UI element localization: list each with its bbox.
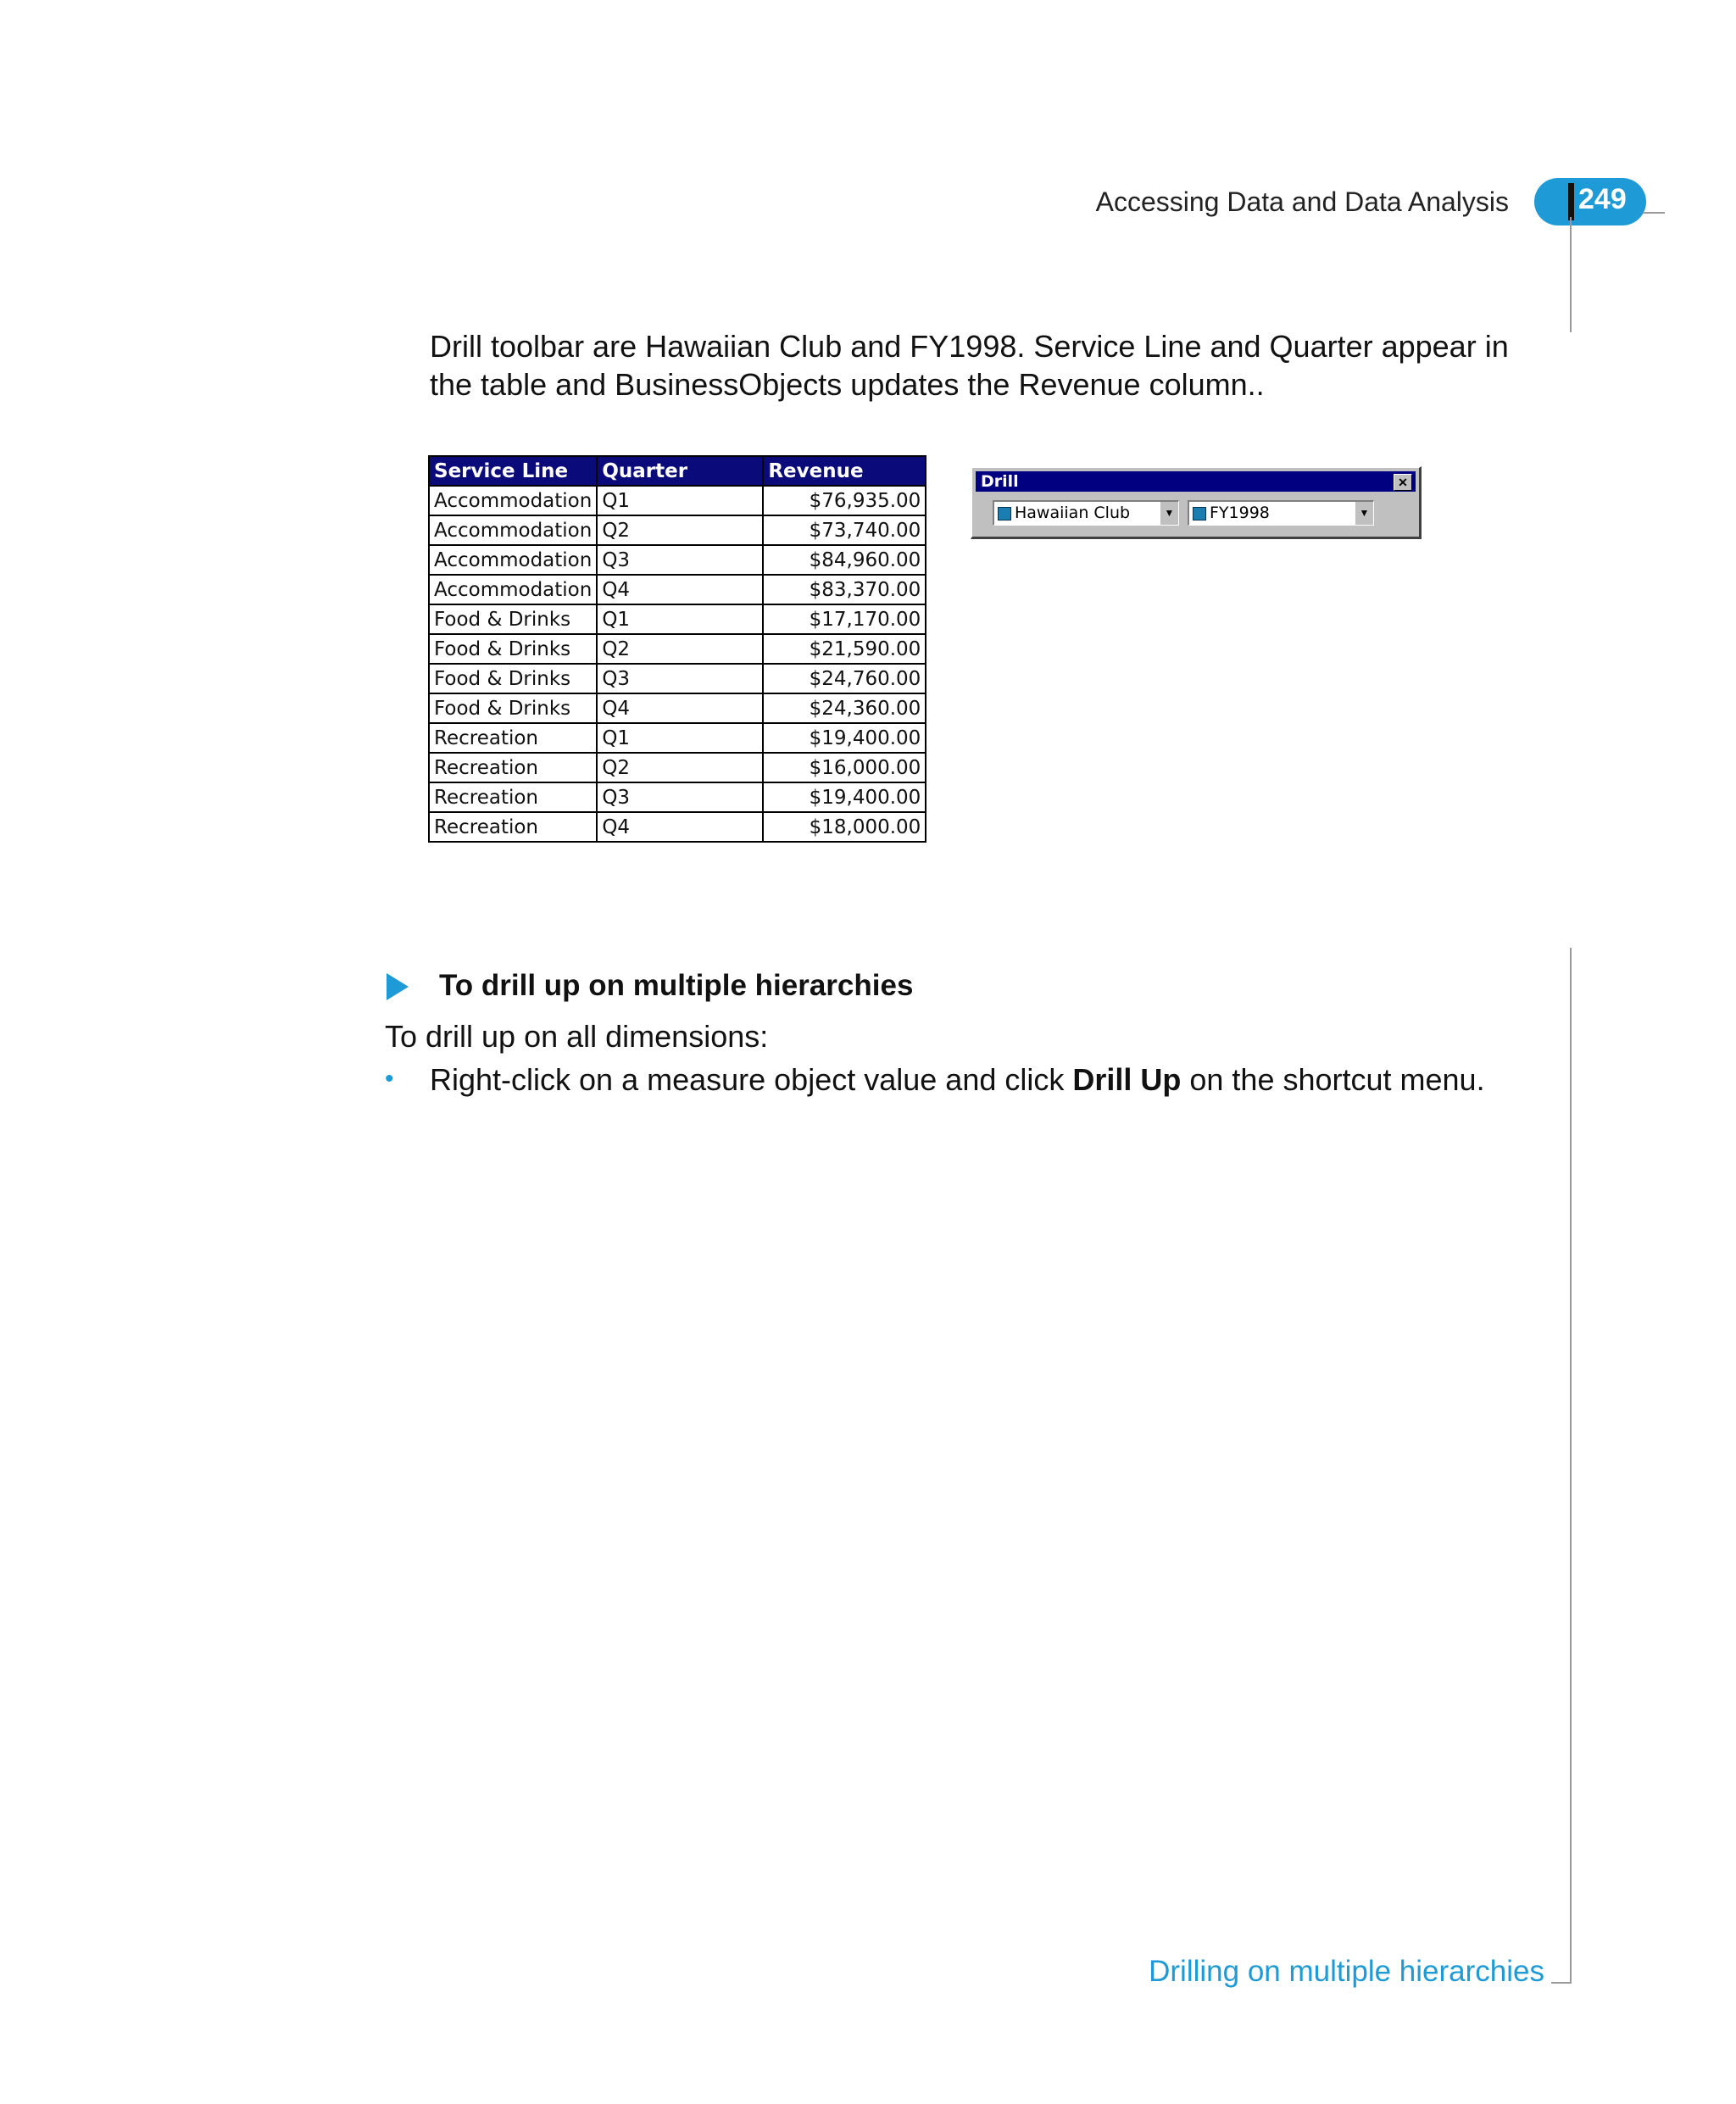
service-line-cell: Recreation xyxy=(429,753,597,782)
cube-icon xyxy=(1193,507,1206,520)
service-line-cell: Accommodation xyxy=(429,486,597,515)
revenue-cell: $16,000.00 xyxy=(763,753,926,782)
service-line-cell: Accommodation xyxy=(429,575,597,604)
service-line-cell: Recreation xyxy=(429,723,597,753)
service-line-cell: Accommodation xyxy=(429,515,597,545)
page-number-badge xyxy=(1534,178,1646,225)
drill-combo-fy1998[interactable] xyxy=(1188,500,1374,526)
margin-rule-bottom xyxy=(1570,948,1572,1984)
combo-value: FY1998 xyxy=(1210,504,1270,522)
step-command-drill-up: Drill Up xyxy=(1072,1062,1182,1097)
step-text-end: on the shortcut menu. xyxy=(1181,1062,1485,1097)
table-row xyxy=(429,782,926,812)
table-row xyxy=(429,723,926,753)
procedure-heading: To drill up on multiple hierarchies xyxy=(439,969,914,1002)
table-row xyxy=(429,664,926,693)
revenue-cell: $83,370.00 xyxy=(763,575,926,604)
intro-paragraph: Drill toolbar are Hawaiian Club and FY1998. Service Line and Quarter appear in the table and BusinessObjects updates the Revenue column.. xyxy=(430,329,1509,402)
table-row xyxy=(429,486,926,515)
revenue-cell: $18,000.00 xyxy=(763,812,926,842)
service-line-cell: Food & Drinks xyxy=(429,634,597,664)
quarter-cell: Q3 xyxy=(597,664,763,693)
service-line-cell: Food & Drinks xyxy=(429,693,597,723)
quarter-cell: Q2 xyxy=(597,515,763,545)
revenue-cell: $19,400.00 xyxy=(763,723,926,753)
service-line-cell: Recreation xyxy=(429,812,597,842)
quarter-cell: Q3 xyxy=(597,545,763,575)
drill-title: Drill xyxy=(981,472,1019,491)
table-row xyxy=(429,575,926,604)
chevron-down-icon[interactable]: ▼ xyxy=(1160,502,1178,525)
drill-combo-hawaiian-club[interactable] xyxy=(993,500,1179,526)
column-header-quarter: Quarter xyxy=(597,456,763,486)
drill-toolbar[interactable] xyxy=(971,466,1422,539)
quarter-cell: Q3 xyxy=(597,782,763,812)
bullet-icon: • xyxy=(385,1065,394,1093)
table-row xyxy=(429,753,926,782)
table-header-row xyxy=(429,456,926,486)
revenue-cell: $24,760.00 xyxy=(763,664,926,693)
service-line-cell: Food & Drinks xyxy=(429,664,597,693)
service-line-cell: Recreation xyxy=(429,782,597,812)
procedure-step xyxy=(430,1062,1485,1098)
revenue-cell: $84,960.00 xyxy=(763,545,926,575)
margin-rule-top xyxy=(1570,217,1572,332)
step-text-start: Right-click on a measure object value and click xyxy=(430,1062,1073,1097)
revenue-cell: $19,400.00 xyxy=(763,782,926,812)
revenue-cell: $24,360.00 xyxy=(763,693,926,723)
combo-value: Hawaiian Club xyxy=(1015,504,1131,522)
page-number-marker xyxy=(1568,183,1574,220)
procedure-arrow-icon xyxy=(387,973,409,1000)
quarter-cell: Q2 xyxy=(597,753,763,782)
quarter-cell: Q2 xyxy=(597,634,763,664)
table-row xyxy=(429,515,926,545)
revenue-cell: $76,935.00 xyxy=(763,486,926,515)
service-line-cell: Accommodation xyxy=(429,545,597,575)
page-number: 249 xyxy=(1578,183,1627,215)
header-rule-tick xyxy=(1643,212,1665,214)
table-row xyxy=(429,604,926,634)
running-head: Accessing Data and Data Analysis xyxy=(1095,186,1509,217)
quarter-cell: Q1 xyxy=(597,486,763,515)
table-row xyxy=(429,545,926,575)
close-icon[interactable]: ✕ xyxy=(1394,474,1412,491)
service-line-cell: Food & Drinks xyxy=(429,604,597,634)
column-header-service-line: Service Line xyxy=(429,456,597,486)
table-row xyxy=(429,812,926,842)
revenue-cell: $17,170.00 xyxy=(763,604,926,634)
drill-titlebar[interactable] xyxy=(976,471,1416,492)
footer-section-title: Drilling on multiple hierarchies xyxy=(1149,1955,1544,1988)
quarter-cell: Q4 xyxy=(597,812,763,842)
cube-icon xyxy=(998,507,1011,520)
report-table xyxy=(428,455,926,843)
chevron-down-icon[interactable]: ▼ xyxy=(1355,502,1373,525)
revenue-cell: $73,740.00 xyxy=(763,515,926,545)
quarter-cell: Q1 xyxy=(597,723,763,753)
quarter-cell: Q4 xyxy=(597,693,763,723)
quarter-cell: Q1 xyxy=(597,604,763,634)
footer-rule-tick xyxy=(1551,1982,1572,1984)
revenue-cell: $21,590.00 xyxy=(763,634,926,664)
procedure-intro: To drill up on all dimensions: xyxy=(385,1019,769,1054)
table-row xyxy=(429,693,926,723)
column-header-revenue: Revenue xyxy=(763,456,926,486)
table-row xyxy=(429,634,926,664)
quarter-cell: Q4 xyxy=(597,575,763,604)
